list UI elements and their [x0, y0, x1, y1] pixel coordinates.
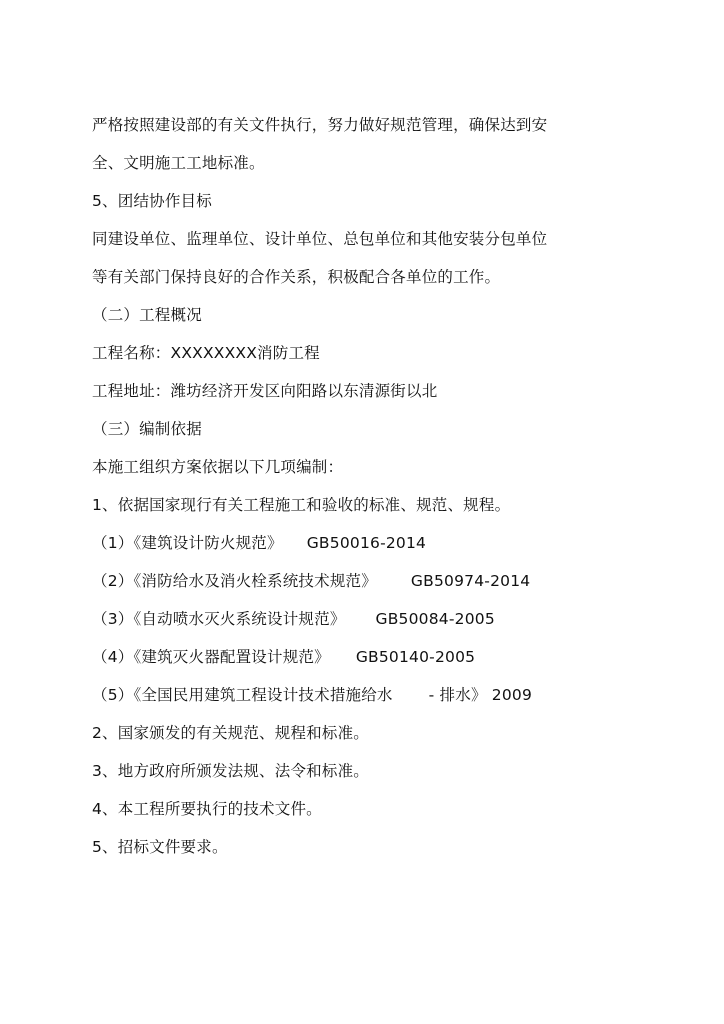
basis-item: 4、本工程所要执行的技术文件。 [92, 800, 322, 818]
basis-item: 3、地方政府所颁发法规、法令和标准。 [92, 762, 369, 780]
standard-title: （4）《建筑灭火器配置设计规范》 [92, 648, 330, 666]
section-heading: （三）编制依据 [92, 420, 202, 438]
standard-code: GB50016-2014 [306, 534, 427, 552]
paragraph-line: 等有关部门保持良好的合作关系，积极配合各单位的工作。 [92, 268, 501, 286]
standard-item [92, 684, 532, 706]
standard-code: GB50140-2005 [355, 648, 476, 666]
paragraph-line: 严格按照建设部的有关文件执行，努力做好规范管理，确保达到安 [92, 116, 548, 134]
paragraph-line: 同建设单位、监理单位、设计单位、总包单位和其他安装分包单位 [92, 230, 548, 248]
standard-code: GB50974-2014 [410, 572, 531, 590]
standard-title: （3）《自动喷水灭火系统设计规范》 [92, 610, 346, 628]
basis-intro: 本施工组织方案依据以下几项编制： [92, 458, 344, 476]
project-address: 工程地址：潍坊经济开发区向阳路以东清源街以北 [92, 382, 438, 400]
goal-heading: 5、团结协作目标 [92, 192, 212, 210]
project-name: 工程名称：XXXXXXXX消防工程 [92, 344, 320, 362]
standard-title: （1）《建筑设计防火规范》 [92, 534, 283, 552]
standard-item [92, 646, 475, 668]
standard-code: - 排水》 2009 [428, 686, 533, 704]
standard-title: （5）《全国民用建筑工程设计技术措施给水 [92, 686, 393, 704]
standard-item [92, 608, 495, 630]
standard-code: GB50084-2005 [375, 610, 495, 628]
section-heading: （二）工程概况 [92, 306, 202, 324]
basis-item: 2、国家颁发的有关规范、规程和标准。 [92, 724, 369, 742]
paragraph-line: 全、文明施工工地标准。 [92, 154, 265, 172]
basis-item: 1、依据国家现行有关工程施工和验收的标准、规范、规程。 [92, 496, 511, 514]
standard-item [92, 532, 426, 554]
standard-title: （2）《消防给水及消火栓系统技术规范》 [92, 572, 377, 590]
basis-item: 5、招标文件要求。 [92, 838, 228, 856]
standard-item [92, 570, 530, 592]
